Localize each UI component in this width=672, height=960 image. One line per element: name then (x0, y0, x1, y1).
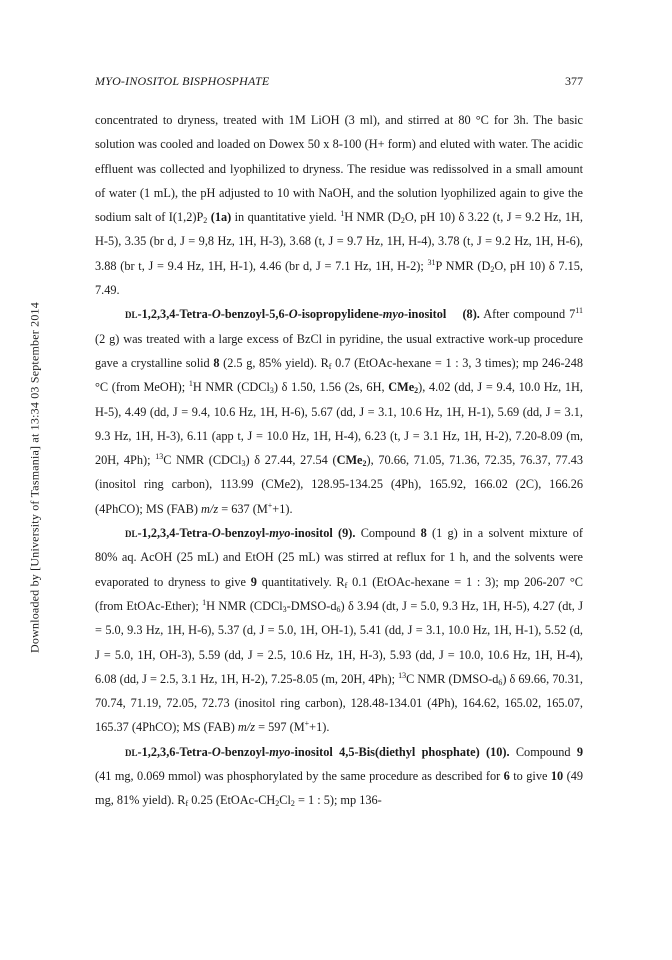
paragraph-1a-prep: concentrated to dryness, treated with 1M LiOH (3 ml), and stirred at 80 °C for 3h. The basic solution was cooled and loaded on Dowex 50 x 8-100 (H+ form) and eluted with water. The acidic effluent was collected and lyophilized to dryness. The residue was redissolved in a small amount of water (1 mL), the pH adjusted to 10 with NaOH, and the solution lyophilized again to give the sodium salt of $I(1,2)P_2$ (1a) in quantitative yield. $^1$H NMR ($D_2O$, pH 10) δ 3.22 (t, J = 9.2 Hz, 1H, H-5), 3.35 (br d, J = 9,8 Hz, 1H, H-3), 3.68 (t, J = 9.7 Hz, 1H, H-4), 3.78 (t, J = 9.2 Hz, 1H, H-6), 3.88 (br t, J = 9.4 Hz, 1H, H-1), 4.46 (br d, J = 7.1 Hz, 1H, H-2); $^{31}$P NMR ($D_2O$, pH 10) δ 7.15, 7.49. (95, 113, 584, 298)
heading-compound-10: dl-1,2,3,6-Tetra-O-benzoyl-myo-inositol 4,5-Bis(diethyl phosphate) (10). (125, 744, 510, 759)
compound-1a: (1a) (210, 210, 232, 225)
running-title-text: MYO-INOSITOL BISPHOSPHATE (95, 74, 270, 88)
article-body (95, 108, 583, 813)
paragraph-compound-9: dl-1,2,3,4-Tetra-O-benzoyl-myo-inositol (9). Compound 8 (1 g) in a solvent mixture of 80% aq. AcOH (25 mL) and EtOH (25 mL) was stirred at reflux for 1 h, and the solvents were evaporated to dryness to give 9 quantitatively. $R_f$ 0.1 (EtOAc-hexane = 1 : 3); mp 206-207 °C (from EtOAc-Ether); $^1$H NMR $(CDCl_3-DMSO-d_6)$ δ 3.94 (dt, J = 5.0, 9.3 Hz, 1H, H-5), 4.27 (dt, J = 5.0, 9.3 Hz, 1H, H-6), 5.37 (d, J = 5.0, 1H, OH-1), 5.41 (dd, J = 3.1, 10.0 Hz, 1H, H-1), 5.52 (d, J = 5.0, 1H, OH-3), 5.59 (dd, J = 2.5, 10.6 Hz, 1H, H-3), 5.93 (dd, J = 10.0, 10.6 Hz, 1H, H-4), 6.08 (dd, J = 2.5, 3.1 Hz, 1H, H-2), 7.25-8.05 (m, 20H, 4Ph); $^{13}$C NMR $(DMSO-d_6)$ δ 69.66, 70.31, 70.74, 71.19, 72.05, 72.73 (inositol ring carbon), 128.48-134.01 (4Ph), 164.62, 165.02, 165.07, 165.37 (4PhCO); MS (FAB) m/z = 597 (M++1). (95, 526, 584, 735)
paragraph-compound-8: dl-1,2,3,4-Tetra-O-benzoyl-5,6-O-isopropylidene-myo-inositol (8). After compound $7^{11}$ (2 g) was treated with a large excess of BzCl in pyridine, the usual extractive work-up procedure gave a crystalline solid 8 (2.5 g, 85% yield). $R_f$ 0.7 (EtOAc-hexane = 1 : 3, 3 times); mp 246-248 °C (from MeOH); $^1$H NMR (CDCl$_3$) δ 1.50, 1.56 (2s, 6H, CMe$_2$), 4.02 (dd, J = 9.4, 10.0 Hz, 1H, H-5), 4.49 (dd, J = 9.4, 10.6 Hz, 1H, H-6), 5.67 (dd, J = 3.1, 10.6 Hz, 1H, H-1), 5.69 (dd, J = 3.1, 9.3 Hz, 1H, H-3), 6.11 (app t, J = 10.0 Hz, 1H, H-4), 6.23 (t, J = 3.1 Hz, 1H, H-2), 7.20-8.09 (m, 20H, 4Ph); $^{13}$C NMR (CDCl$_3$) δ 27.44, 27.54 (CMe$_2$), 70.66, 71.05, 71.36, 72.35, 76.37, 77.43 (inositol ring carbon), 113.99 (CMe2), 128.95-134.25 (4Ph), 165.92, 166.02 (2C), 166.26 (4PhCO); MS (FAB) m/z = 637 (M++1). (95, 306, 583, 516)
paragraph-compound-10: dl-1,2,3,6-Tetra-O-benzoyl-myo-inositol 4,5-Bis(diethyl phosphate) (10). Compound 9 (41 mg, 0.069 mmol) was phosphorylated by the same procedure as described for 6 to give 10 (49 mg, 81% yield). $R_f$ 0.25 ($EtOAc-CH_2Cl_2 = 1$ : 5); mp 136- (95, 744, 583, 809)
download-watermark: Downloaded by [University of Tasmania] at 13:34 03 September 2014 (27, 302, 42, 653)
heading-compound-8: dl-1,2,3,4-Tetra-O-benzoyl-5,6-O-isopropylidene-myo-inositol (8). (125, 307, 480, 322)
page-number: 377 (565, 74, 583, 88)
heading-compound-9: dl-1,2,3,4-Tetra-O-benzoyl-myo-inositol (9). (125, 526, 356, 541)
running-title (95, 74, 269, 89)
